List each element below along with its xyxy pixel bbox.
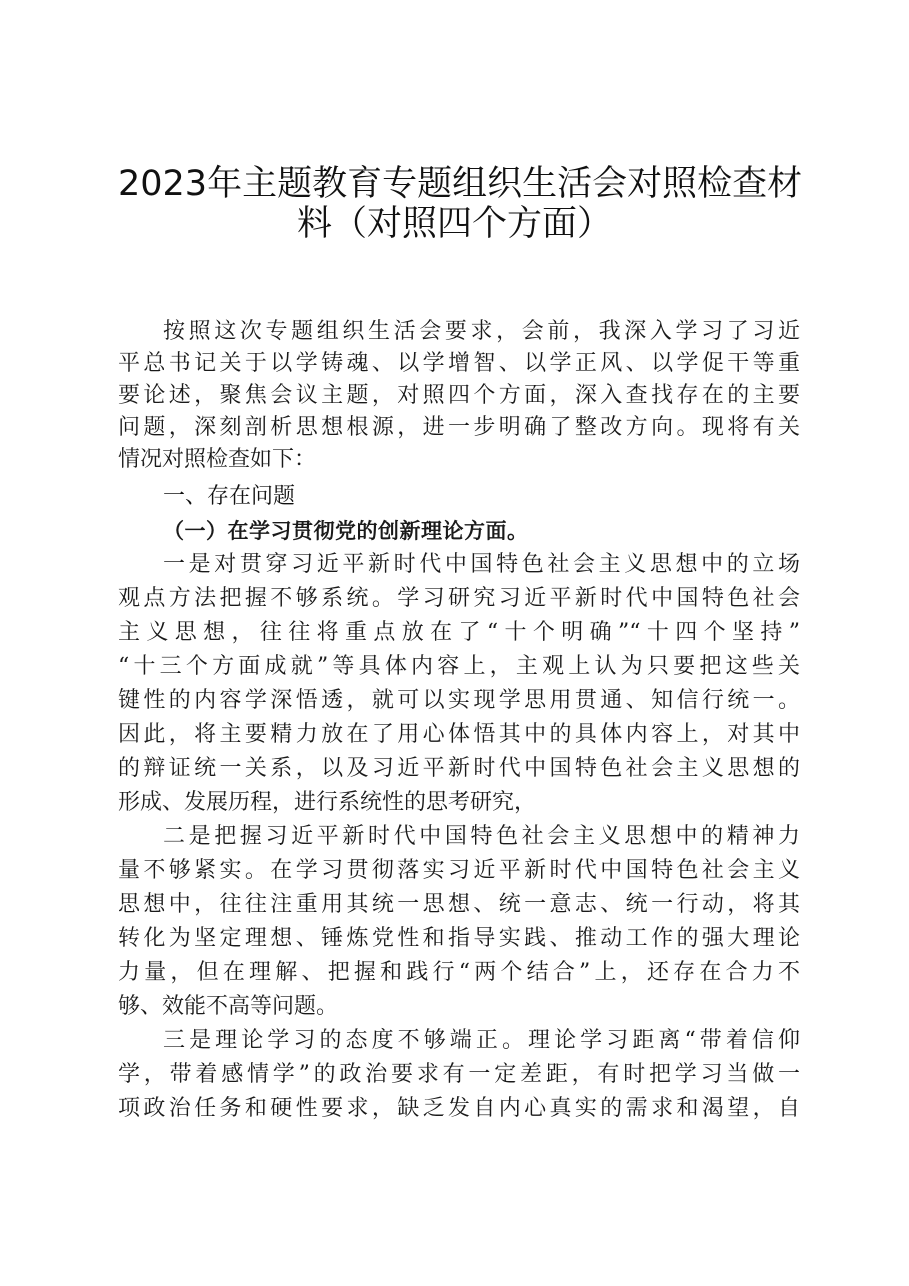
paragraph-line: 观点方法把握不够系统。学习研究习近平新时代中国特色社会 [118, 586, 800, 611]
paragraph-line: 的辩证统一关系，以及习近平新时代中国特色社会主义思想的 [118, 756, 800, 781]
paragraph-line: 转化为坚定理想、锤炼党性和指导实践、推动工作的强大理论 [118, 926, 800, 951]
subsection-heading: （一）在学习贯彻党的创新理论方面。 [163, 518, 529, 543]
intro-line: 问题，深刻剖析思想根源，进一步明确了整改方向。现将有关 [118, 415, 800, 440]
paragraph-line: 够、效能不高等问题。 [118, 994, 339, 1019]
paragraph-line: 三是理论学习的态度不够端正。理论学习距离“带着信仰 [163, 1028, 800, 1053]
paragraph-line: 一是对贯穿习近平新时代中国特色社会主义思想中的立场 [163, 552, 800, 577]
paragraph-line: 键性的内容学深悟透，就可以实现学思用贯通、知信行统一。 [118, 688, 800, 713]
paragraph-line: 主义思想，往往将重点放在了“十个明确”“十四个坚持” [118, 620, 800, 645]
paragraph-line: 形成、发展历程，进行系统性的思考研究， [118, 790, 537, 815]
paragraph-line: 力量，但在理解、把握和践行“两个结合”上，还存在合力不 [118, 960, 800, 985]
section-heading: 一、存在问题 [163, 484, 296, 509]
paragraph-line: 因此，将主要精力放在了用心体悟其中的具体内容上，对其中 [118, 722, 800, 747]
intro-line: 要论述，聚焦会议主题，对照四个方面，深入查找存在的主要 [118, 383, 800, 408]
paragraph-line: 项政治任务和硬性要求，缺乏发自内心真实的需求和渴望，自 [118, 1096, 800, 1121]
document-title-line-1: 2023年主题教育专题组织生活会对照检查材 [118, 164, 803, 204]
document-title-line-2: 料（对照四个方面） [296, 204, 612, 244]
paragraph-line: 二是把握习近平新时代中国特色社会主义思想中的精神力 [163, 824, 800, 849]
intro-line: 情况对照检查如下： [118, 447, 317, 472]
paragraph-line: 学，带着感情学”的政治要求有一定差距，有时把学习当做一 [118, 1062, 800, 1087]
paragraph-line: “十三个方面成就”等具体内容上，主观上认为只要把这些关 [118, 654, 800, 679]
paragraph-line: 思想中，往往注重用其统一思想、统一意志、统一行动，将其 [118, 892, 800, 917]
paragraph-line: 量不够紧实。在学习贯彻落实习近平新时代中国特色社会主义 [118, 858, 800, 883]
intro-line: 平总书记关于以学铸魂、以学增智、以学正风、以学促干等重 [118, 351, 800, 376]
intro-line: 按照这次专题组织生活会要求，会前，我深入学习了习近 [163, 319, 800, 344]
